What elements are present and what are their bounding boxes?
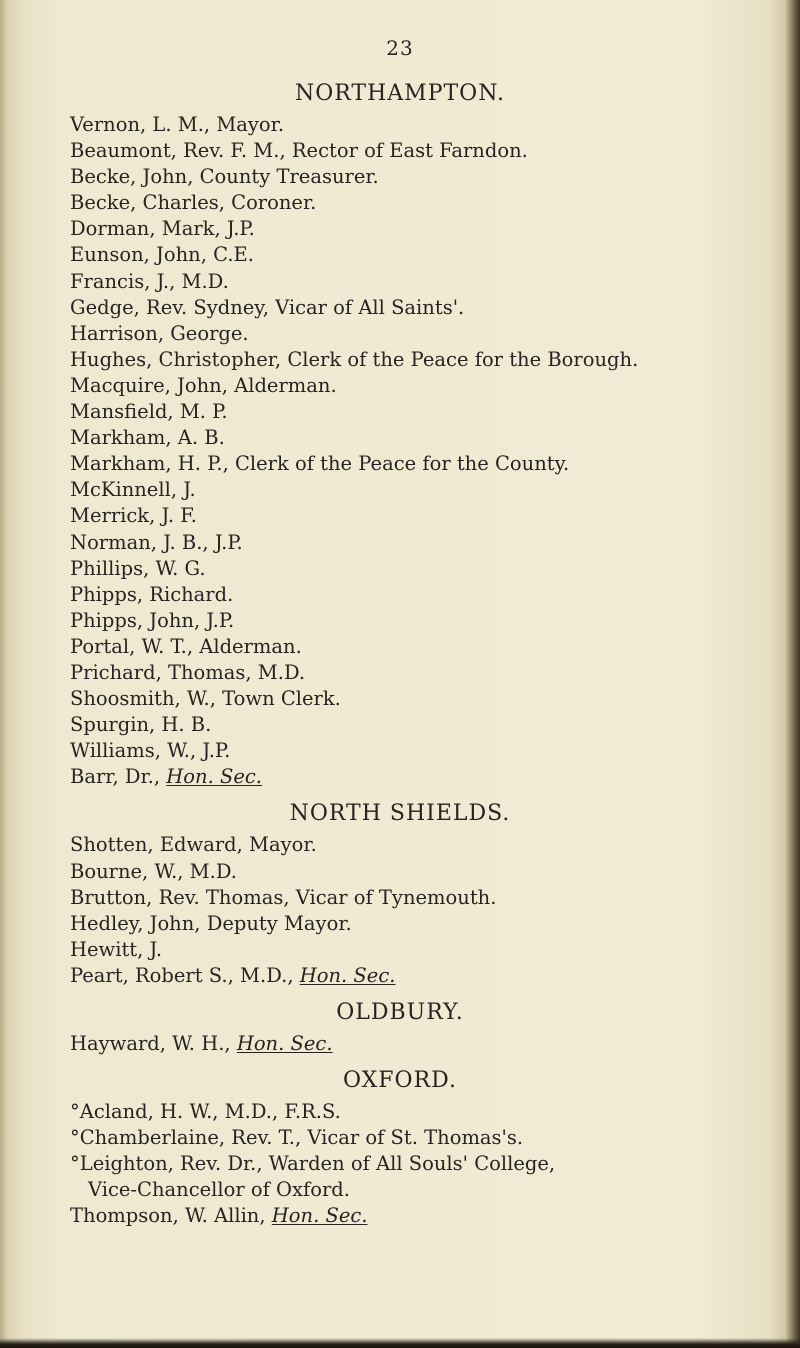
list-item: Vernon, L. M., Mayor. [70,113,285,136]
list-item: Shotten, Edward, Mayor. [70,833,317,857]
list-item: Mansfield, M. P. [70,400,228,424]
page-left-edge [0,0,8,1348]
secretary-title: Hon. Sec. [271,1204,368,1228]
secretary-line [70,1031,780,1057]
section-heading-oldbury: OLDBURY. [336,1000,464,1025]
list-item: Eunson, John, C.E. [70,243,254,267]
list-item: Beaumont, Rev. F. M., Rector of East Farndon. [70,139,528,163]
list-item: Gedge, Rev. Sydney, Vicar of All Saints'. [70,295,465,319]
list-item: Portal, W. T., Alderman. [70,634,302,658]
section-heading-oxford: OXFORD. [342,1068,458,1094]
list-item: Markham, A. B. [70,426,225,450]
list-item: McKinnell, J. [70,478,196,502]
page-bottom-shadow [0,1338,800,1348]
list-item: °Acland, H. W., M.D., F.R.S. [70,1100,341,1124]
secretary-title: Hon. Sec. [299,963,396,987]
list-item: Merrick, J. F. [70,504,197,528]
page-number: 23 [386,36,414,60]
list-item: Shoosmith, W., Town Clerk. [70,687,341,711]
list-item: °Leighton, Rev. Dr., Warden of All Souls' College, [70,1152,556,1176]
section-heading-northampton: NORTHAMPTON. [294,81,506,106]
list-item: Spurgin, H. B. [70,713,212,737]
page-right-edge [786,0,800,1348]
list-item: Hedley, John, Deputy Mayor. [70,911,352,935]
oldbury-list [70,1031,780,1057]
list-item-continuation: Vice-Chancellor of Oxford. [88,1178,350,1202]
north-shields-list [70,832,780,989]
secretary-name: Thompson, W. Allin, [70,1204,266,1228]
list-item: Phipps, Richard. [70,582,234,606]
list-item: Macquire, John, Alderman. [70,373,337,397]
document-body [70,76,780,1230]
list-item: °Chamberlaine, Rev. T., Vicar of St. Thomas's. [70,1126,524,1150]
secretary-line [70,963,780,989]
list-item: Prichard, Thomas, M.D. [70,660,306,684]
oxford-list [70,1099,780,1229]
secretary-line [70,764,780,790]
section-heading-north-shields: NORTH SHIELDS. [289,801,511,827]
list-item: Hewitt, J. [70,937,163,961]
list-item: Norman, J. B., J.P. [70,530,243,554]
list-item: Hughes, Christopher, Clerk of the Peace for the Borough. [70,347,639,371]
list-item: Harrison, George. [70,321,249,345]
northampton-list [70,112,780,790]
list-item: Becke, John, County Treasurer. [70,165,379,189]
list-item: Brutton, Rev. Thomas, Vicar of Tynemouth. [70,885,497,909]
list-item: Francis, J., M.D. [70,269,229,293]
list-item: Phillips, W. G. [70,556,206,580]
secretary-line [70,1203,780,1229]
list-item: Bourne, W., M.D. [70,859,237,883]
secretary-name: Barr, Dr., [70,765,161,789]
secretary-title: Hon. Sec. [166,765,263,789]
secretary-name: Hayward, W. H., [70,1032,231,1055]
secretary-name: Peart, Robert S., M.D., [70,963,294,987]
secretary-title: Hon. Sec. [236,1032,333,1055]
list-item: Becke, Charles, Coroner. [70,191,317,215]
list-item: Phipps, John, J.P. [70,608,235,632]
list-item: Markham, H. P., Clerk of the Peace for the County. [70,452,570,476]
list-item: Dorman, Mark, J.P. [70,217,255,241]
list-item: Williams, W., J.P. [70,739,231,763]
